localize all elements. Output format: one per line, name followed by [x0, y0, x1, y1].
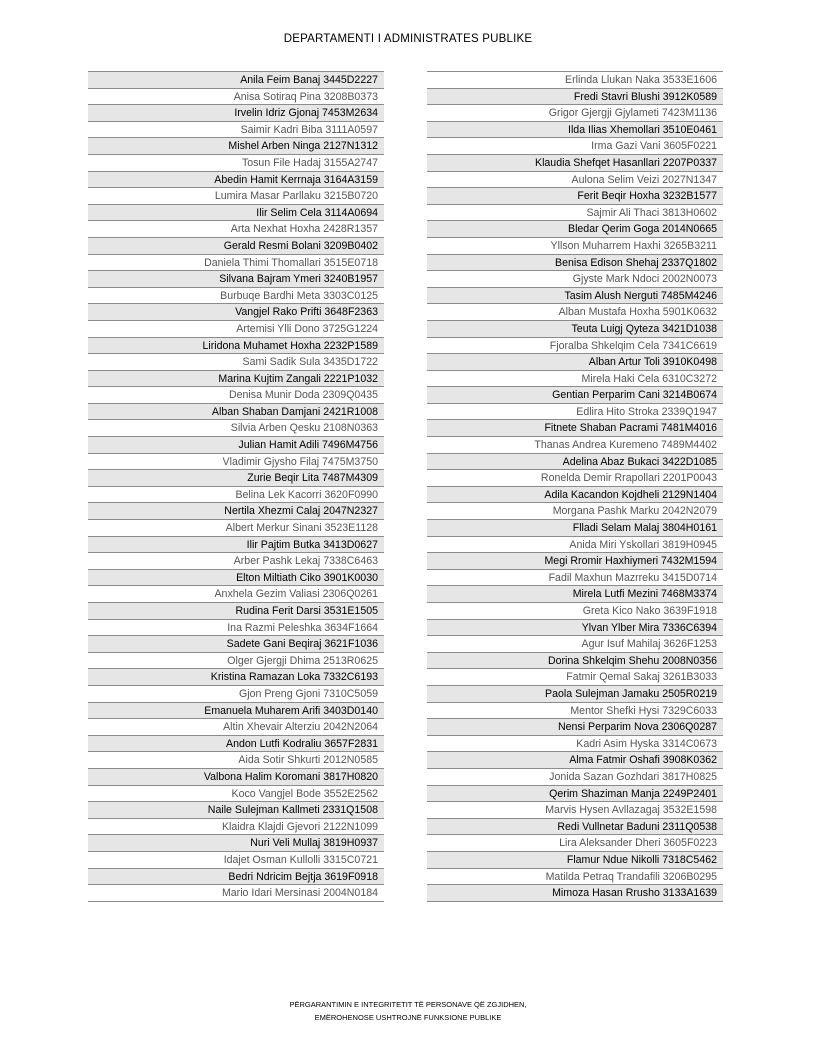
list-item: Sajmir Ali Thaci 3813H0602 — [427, 205, 723, 222]
list-item: Anila Feim Banaj 3445D2227 — [88, 72, 384, 89]
list-item: Klaidra Klajdi Gjevori 2122N1099 — [88, 819, 384, 836]
list-item: Mentor Shefki Hysi 7329C6033 — [427, 703, 723, 720]
list-item: Erlinda Llukan Naka 3533E1606 — [427, 72, 723, 89]
list-item: Bledar Qerim Goga 2014N0665 — [427, 221, 723, 238]
list-item: Yllson Muharrem Haxhi 3265B3211 — [427, 238, 723, 255]
list-item: Idajet Osman Kullolli 3315C0721 — [88, 852, 384, 869]
list-item: Alban Shaban Damjani 2421R1008 — [88, 404, 384, 421]
list-item: Artemisi Ylli Dono 3725G1224 — [88, 321, 384, 338]
list-item: Kadri Asim Hyska 3314C0673 — [427, 736, 723, 753]
list-item: Teuta Luigj Qyteza 3421D1038 — [427, 321, 723, 338]
list-item: Julian Hamit Adili 7496M4756 — [88, 437, 384, 454]
list-item: Arta Nexhat Hoxha 2428R1357 — [88, 221, 384, 238]
list-item: Fadil Maxhun Mazrreku 3415D0714 — [427, 570, 723, 587]
list-item: Irvelin Idriz Gjonaj 7453M2634 — [88, 105, 384, 122]
list-item: Grigor Gjergji Gjylameti 7423M1136 — [427, 105, 723, 122]
list-item: Agur Isuf Mahilaj 3626F1253 — [427, 636, 723, 653]
list-item: Mirela Haki Cela 6310C3272 — [427, 371, 723, 388]
list-item: Adelina Abaz Bukaci 3422D1085 — [427, 454, 723, 471]
list-item: Redi Vullnetar Baduni 2311Q0538 — [427, 819, 723, 836]
page-title: DEPARTAMENTI I ADMINISTRATES PUBLIKE — [283, 33, 533, 45]
list-item: Silvia Arben Qesku 2108N0363 — [88, 420, 384, 437]
list-item: Valbona Halim Koromani 3817H0820 — [88, 769, 384, 786]
list-item: Rudina Ferit Darsi 3531E1505 — [88, 603, 384, 620]
footer-line-1: PËRGARANTIMIN E INTEGRITETIT TË PERSONAVE QË ZGJIDHEN, — [289, 1000, 527, 1009]
list-item: Mimoza Hasan Rrusho 3133A1639 — [427, 885, 723, 902]
list-item: Megi Rromir Haxhiymeri 7432M1594 — [427, 553, 723, 570]
list-item: Albert Merkur Sinani 3523E1128 — [88, 520, 384, 537]
list-item: Emanuela Muharem Arifi 3403D0140 — [88, 703, 384, 720]
list-item: Nensi Perparim Nova 2306Q0287 — [427, 719, 723, 736]
list-item: Zurie Beqir Lita 7487M4309 — [88, 470, 384, 487]
list-item: Qerim Shaziman Manja 2249P2401 — [427, 786, 723, 803]
list-item: Greta Kico Nako 3639F1918 — [427, 603, 723, 620]
list-item: Burbuqe Bardhi Meta 3303C0125 — [88, 288, 384, 305]
list-item: Aida Sotir Shkurti 2012N0585 — [88, 752, 384, 769]
list-item: Aulona Selim Veizi 2027N1347 — [427, 172, 723, 189]
list-item: Gjyste Mark Ndoci 2002N0073 — [427, 271, 723, 288]
list-item: Vladimir Gjysho Filaj 7475M3750 — [88, 454, 384, 471]
list-item: Paola Sulejman Jamaku 2505R0219 — [427, 686, 723, 703]
list-item: Gentian Perparim Cani 3214B0674 — [427, 387, 723, 404]
list-item: Mishel Arben Ninga 2127N1312 — [88, 138, 384, 155]
list-item: Ronelda Demir Rrapollari 2201P0043 — [427, 470, 723, 487]
list-item: Belina Lek Kacorri 3620F0990 — [88, 487, 384, 504]
list-item: Olger Gjergji Dhima 2513R0625 — [88, 653, 384, 670]
list-item: Elton Miltiath Ciko 3901K0030 — [88, 570, 384, 587]
list-item: Irma Gazi Vani 3605F0221 — [427, 138, 723, 155]
list-item: Flladi Selam Malaj 3804H0161 — [427, 520, 723, 537]
list-item: Ilda Ilias Xhemollari 3510E0461 — [427, 122, 723, 139]
list-item: Benisa Edison Shehaj 2337Q1802 — [427, 255, 723, 272]
list-item: Andon Lutfi Kodraliu 3657F2831 — [88, 736, 384, 753]
list-item: Mario Idari Mersinasi 2004N0184 — [88, 885, 384, 902]
list-item: Alban Artur Toli 3910K0498 — [427, 354, 723, 371]
list-item: Fjoralba Shkelqim Cela 7341C6619 — [427, 338, 723, 355]
list-item: Fredi Stavri Blushi 3912K0589 — [427, 89, 723, 106]
list-item: Vangjel Rako Prifti 3648F2363 — [88, 304, 384, 321]
list-item: Matilda Petraq Trandafili 3206B0295 — [427, 869, 723, 886]
list-item: Ina Razmi Peleshka 3634F1664 — [88, 620, 384, 637]
list-item: Sami Sadik Sula 3435D1722 — [88, 354, 384, 371]
list-item: Sadete Gani Beqiraj 3621F1036 — [88, 636, 384, 653]
list-item: Gjon Preng Gjoni 7310C5059 — [88, 686, 384, 703]
list-item: Ilir Selim Cela 3114A0694 — [88, 205, 384, 222]
list-item: Denisa Munir Doda 2309Q0435 — [88, 387, 384, 404]
list-item: Bedri Ndricim Bejtja 3619F0918 — [88, 869, 384, 886]
list-item: Koco Vangjel Bode 3552E2562 — [88, 786, 384, 803]
footer-line-2: EMËROHENOSE USHTROJNË FUNKSIONE PUBLIKE — [314, 1013, 502, 1022]
list-item: Liridona Muhamet Hoxha 2232P1589 — [88, 338, 384, 355]
list-item: Anisa Sotiraq Pina 3208B0373 — [88, 89, 384, 106]
list-item: Arber Pashk Lekaj 7338C6463 — [88, 553, 384, 570]
list-item: Ylvan Ylber Mira 7336C6394 — [427, 620, 723, 637]
list-item: Jonida Sazan Gozhdari 3817H0825 — [427, 769, 723, 786]
list-item: Alban Mustafa Hoxha 5901K0632 — [427, 304, 723, 321]
list-item: Saimir Kadri Biba 3111A0597 — [88, 122, 384, 139]
right-name-list — [427, 71, 723, 902]
list-item: Anxhela Gezim Valiasi 2306Q0261 — [88, 586, 384, 603]
list-item: Gerald Resmi Bolani 3209B0402 — [88, 238, 384, 255]
list-item: Tasim Alush Nerguti 7485M4246 — [427, 288, 723, 305]
list-item: Klaudia Shefqet Hasanllari 2207P0337 — [427, 155, 723, 172]
list-item: Mirela Lutfi Mezini 7468M3374 — [427, 586, 723, 603]
list-item: Edlira Hito Stroka 2339Q1947 — [427, 404, 723, 421]
list-item: Fitnete Shaban Pacrami 7481M4016 — [427, 420, 723, 437]
list-item: Abedin Hamit Kerrnaja 3164A3159 — [88, 172, 384, 189]
list-item: Morgana Pashk Marku 2042N2079 — [427, 503, 723, 520]
list-item: Ilir Pajtim Butka 3413D0627 — [88, 537, 384, 554]
list-item: Tosun File Hadaj 3155A2747 — [88, 155, 384, 172]
list-item: Daniela Thimi Thomallari 3515E0718 — [88, 255, 384, 272]
list-item: Anida Miri Yskollari 3819H0945 — [427, 537, 723, 554]
list-item: Naile Sulejman Kallmeti 2331Q1508 — [88, 802, 384, 819]
left-name-list — [88, 71, 384, 902]
list-item: Dorina Shkelqim Shehu 2008N0356 — [427, 653, 723, 670]
list-item: Nertila Xhezmi Calaj 2047N2327 — [88, 503, 384, 520]
page-footer — [0, 998, 816, 1024]
list-item: Thanas Andrea Kuremeno 7489M4402 — [427, 437, 723, 454]
list-item: Flamur Ndue Nikolli 7318C5462 — [427, 852, 723, 869]
list-item: Silvana Bajram Ymeri 3240B1957 — [88, 271, 384, 288]
list-item: Lira Aleksander Dheri 3605F0223 — [427, 835, 723, 852]
list-item: Altin Xhevair Alterziu 2042N2064 — [88, 719, 384, 736]
list-item: Marvis Hysen Avllazagaj 3532E1598 — [427, 802, 723, 819]
list-item: Ferit Beqir Hoxha 3232B1577 — [427, 188, 723, 205]
list-item: Lumira Masar Parllaku 3215B0720 — [88, 188, 384, 205]
list-item: Nuri Veli Mullaj 3819H0937 — [88, 835, 384, 852]
list-item: Adila Kacandon Kojdheli 2129N1404 — [427, 487, 723, 504]
list-item: Marina Kujtim Zangali 2221P1032 — [88, 371, 384, 388]
list-item: Kristina Ramazan Loka 7332C6193 — [88, 669, 384, 686]
list-item: Fatmir Qemal Sakaj 3261B3033 — [427, 669, 723, 686]
list-item: Alma Fatmir Oshafi 3908K0362 — [427, 752, 723, 769]
